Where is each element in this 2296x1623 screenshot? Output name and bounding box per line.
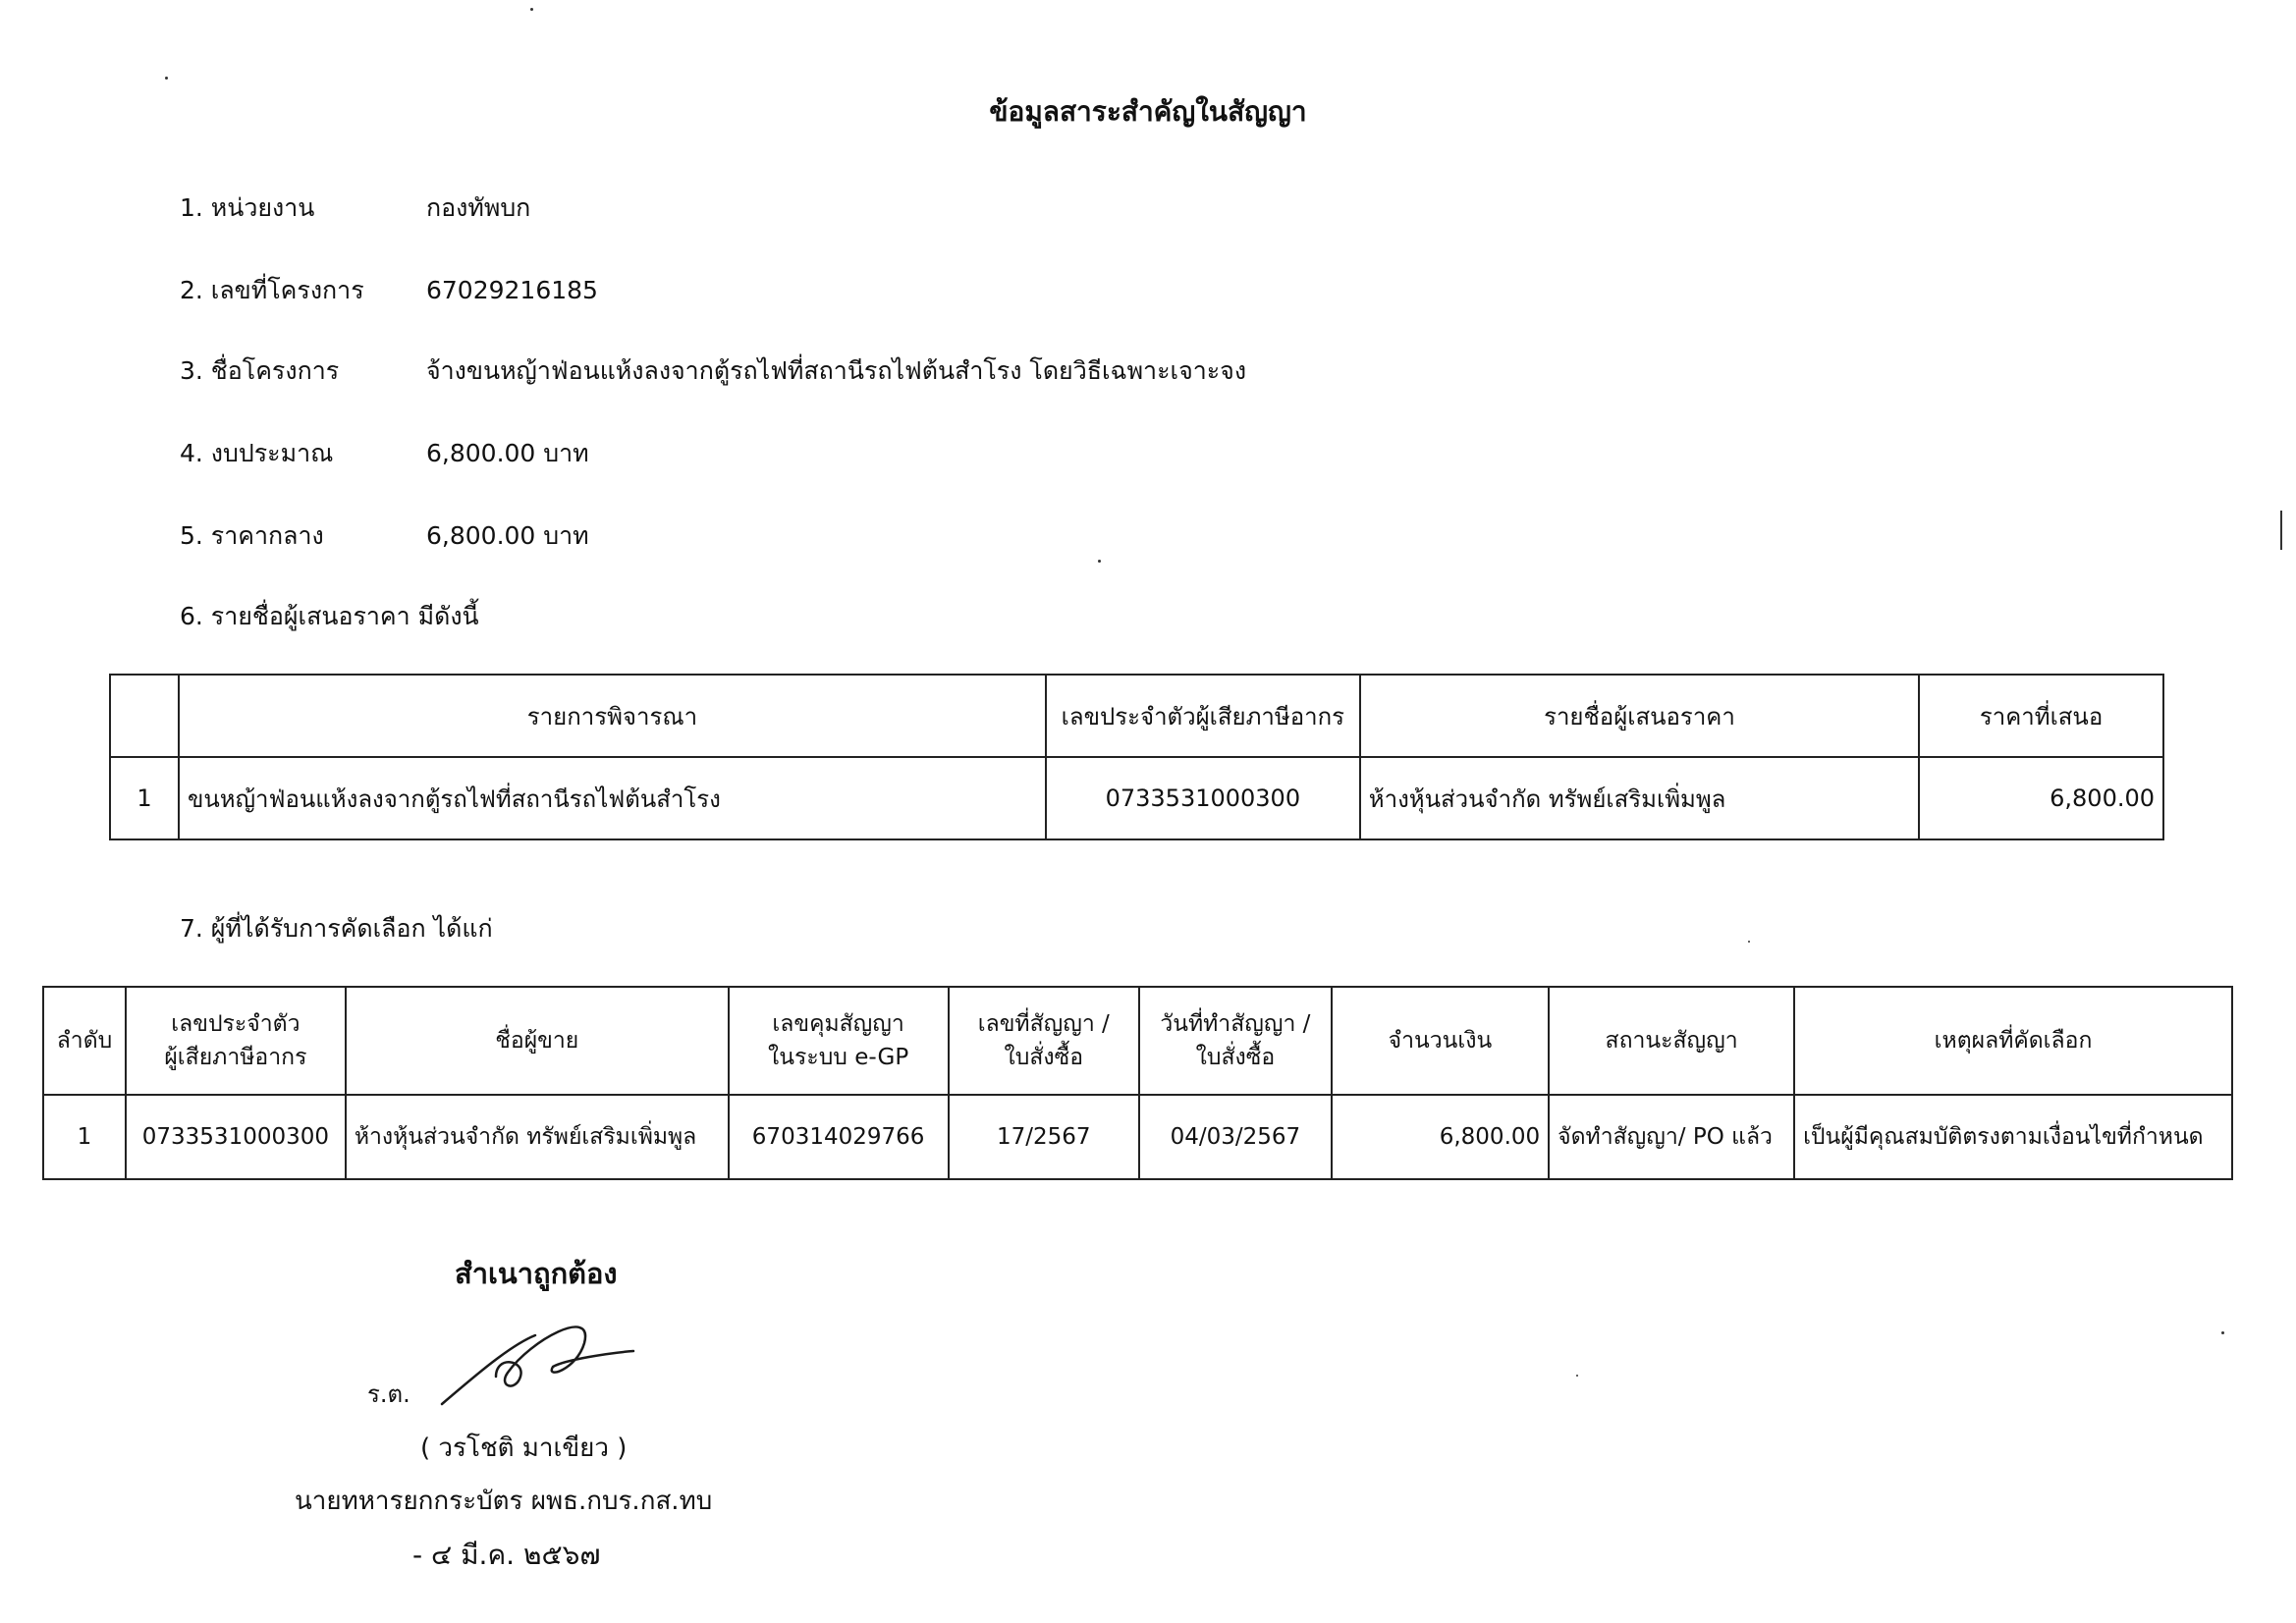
table-row (43, 1095, 2232, 1179)
field-value: 67029216185 (426, 276, 598, 304)
cell-amount: 6,800.00 (1332, 1095, 1549, 1179)
document-title: ข้อมูลสาระสำคัญในสัญญา (989, 95, 1307, 128)
scan-edge-mark (2280, 511, 2282, 550)
cell-index: 1 (110, 757, 179, 839)
certified-copy-label: สำเนาถูกต้อง (455, 1257, 618, 1290)
field-label: 5. ราคากลาง (180, 521, 324, 550)
winner-heading: 7. ผู้ที่ได้รับการคัดเลือก ได้แก่ (180, 914, 493, 943)
cell-bidder: ห้างหุ้นส่วนจำกัด ทรัพย์เสริมเพิ่มพูล (1360, 757, 1919, 839)
signature-position: นายทหารยกกระบัตร ผพธ.กบร.กส.ทบ (295, 1487, 713, 1516)
header-cell-item: รายการพิจารณา (179, 675, 1046, 757)
header-line: วันที่ทำสัญญา / (1160, 1011, 1311, 1037)
field-label: 3. ชื่อโครงการ (180, 356, 340, 385)
scan-speck (1098, 560, 1101, 563)
signature-name: ( วรโชติ มาเขียว ) (420, 1434, 628, 1463)
header-cell-seller: ชื่อผู้ขาย (346, 987, 729, 1095)
bidders-heading: 6. รายชื่อผู้เสนอราคา มีดังนี้ (180, 602, 479, 630)
signature-date: - ๔ มี.ค. ๒๕๖๗ (412, 1539, 601, 1571)
field-label: 1. หน่วยงาน (180, 193, 315, 222)
scan-speck (1576, 1375, 1578, 1377)
cell-seller: ห้างหุ้นส่วนจำกัด ทรัพย์เสริมเพิ่มพูล (346, 1095, 729, 1179)
header-line: เลขประจำตัว (171, 1011, 301, 1037)
field-value: จ้างขนหญ้าฟ่อนแห้งลงจากตู้รถไฟที่สถานีรถไฟต้นสำโรง โดยวิธีเฉพาะเจาะจง (426, 356, 1247, 385)
table-header-row (43, 987, 2232, 1095)
header-line: ในระบบ e-GP (768, 1045, 909, 1070)
cell-price: 6,800.00 (1919, 757, 2163, 839)
table-row (110, 757, 2163, 839)
scan-speck (530, 8, 533, 11)
header-line: ผู้เสียภาษีอากร (164, 1045, 307, 1070)
header-line: ใบสั่งซื้อ (1004, 1045, 1084, 1070)
scan-speck (165, 77, 168, 80)
field-label: 4. งบประมาณ (180, 439, 334, 467)
cell-tax-id: 0733531000300 (1046, 757, 1360, 839)
header-cell-index (110, 675, 179, 757)
cell-status: จัดทำสัญญา/ PO แล้ว (1549, 1095, 1794, 1179)
header-cell-reason: เหตุผลที่คัดเลือก (1794, 987, 2232, 1095)
scan-speck (2221, 1331, 2224, 1334)
signature-rank: ร.ต. (367, 1380, 410, 1408)
header-cell-contract-date (1139, 987, 1332, 1095)
header-cell-tax-id: เลขประจำตัวผู้เสียภาษีอากร (1046, 675, 1360, 757)
winner-table (42, 986, 2233, 1180)
signature-mark (437, 1316, 653, 1414)
field-value: 6,800.00 บาท (426, 439, 589, 467)
cell-item: ขนหญ้าฟ่อนแห้งลงจากตู้รถไฟที่สถานีรถไฟต้นสำโรง (179, 757, 1046, 839)
field-value: กองทัพบก (426, 193, 531, 222)
header-line: ใบสั่งซื้อ (1195, 1045, 1276, 1070)
header-cell-tax-id (126, 987, 346, 1095)
header-line: เลขที่สัญญา / (977, 1011, 1110, 1037)
header-cell-amount: จำนวนเงิน (1332, 987, 1549, 1095)
header-cell-no: ลำดับ (43, 987, 126, 1095)
scan-speck (1748, 941, 1750, 943)
header-cell-status: สถานะสัญญา (1549, 987, 1794, 1095)
field-value: 6,800.00 บาท (426, 521, 589, 550)
field-label: 2. เลขที่โครงการ (180, 276, 364, 304)
cell-contract-date: 04/03/2567 (1139, 1095, 1332, 1179)
table-header-row (110, 675, 2163, 757)
bidders-table (109, 674, 2164, 840)
header-cell-egp (729, 987, 949, 1095)
cell-tax-id: 0733531000300 (126, 1095, 346, 1179)
header-cell-contract-no (949, 987, 1140, 1095)
cell-contract-no: 17/2567 (949, 1095, 1140, 1179)
cell-no: 1 (43, 1095, 126, 1179)
header-cell-bidder: รายชื่อผู้เสนอราคา (1360, 675, 1919, 757)
cell-reason: เป็นผู้มีคุณสมบัติตรงตามเงื่อนไขที่กำหนด (1794, 1095, 2232, 1179)
cell-egp: 670314029766 (729, 1095, 949, 1179)
header-cell-price: ราคาที่เสนอ (1919, 675, 2163, 757)
header-line: เลขคุมสัญญา (772, 1011, 904, 1037)
